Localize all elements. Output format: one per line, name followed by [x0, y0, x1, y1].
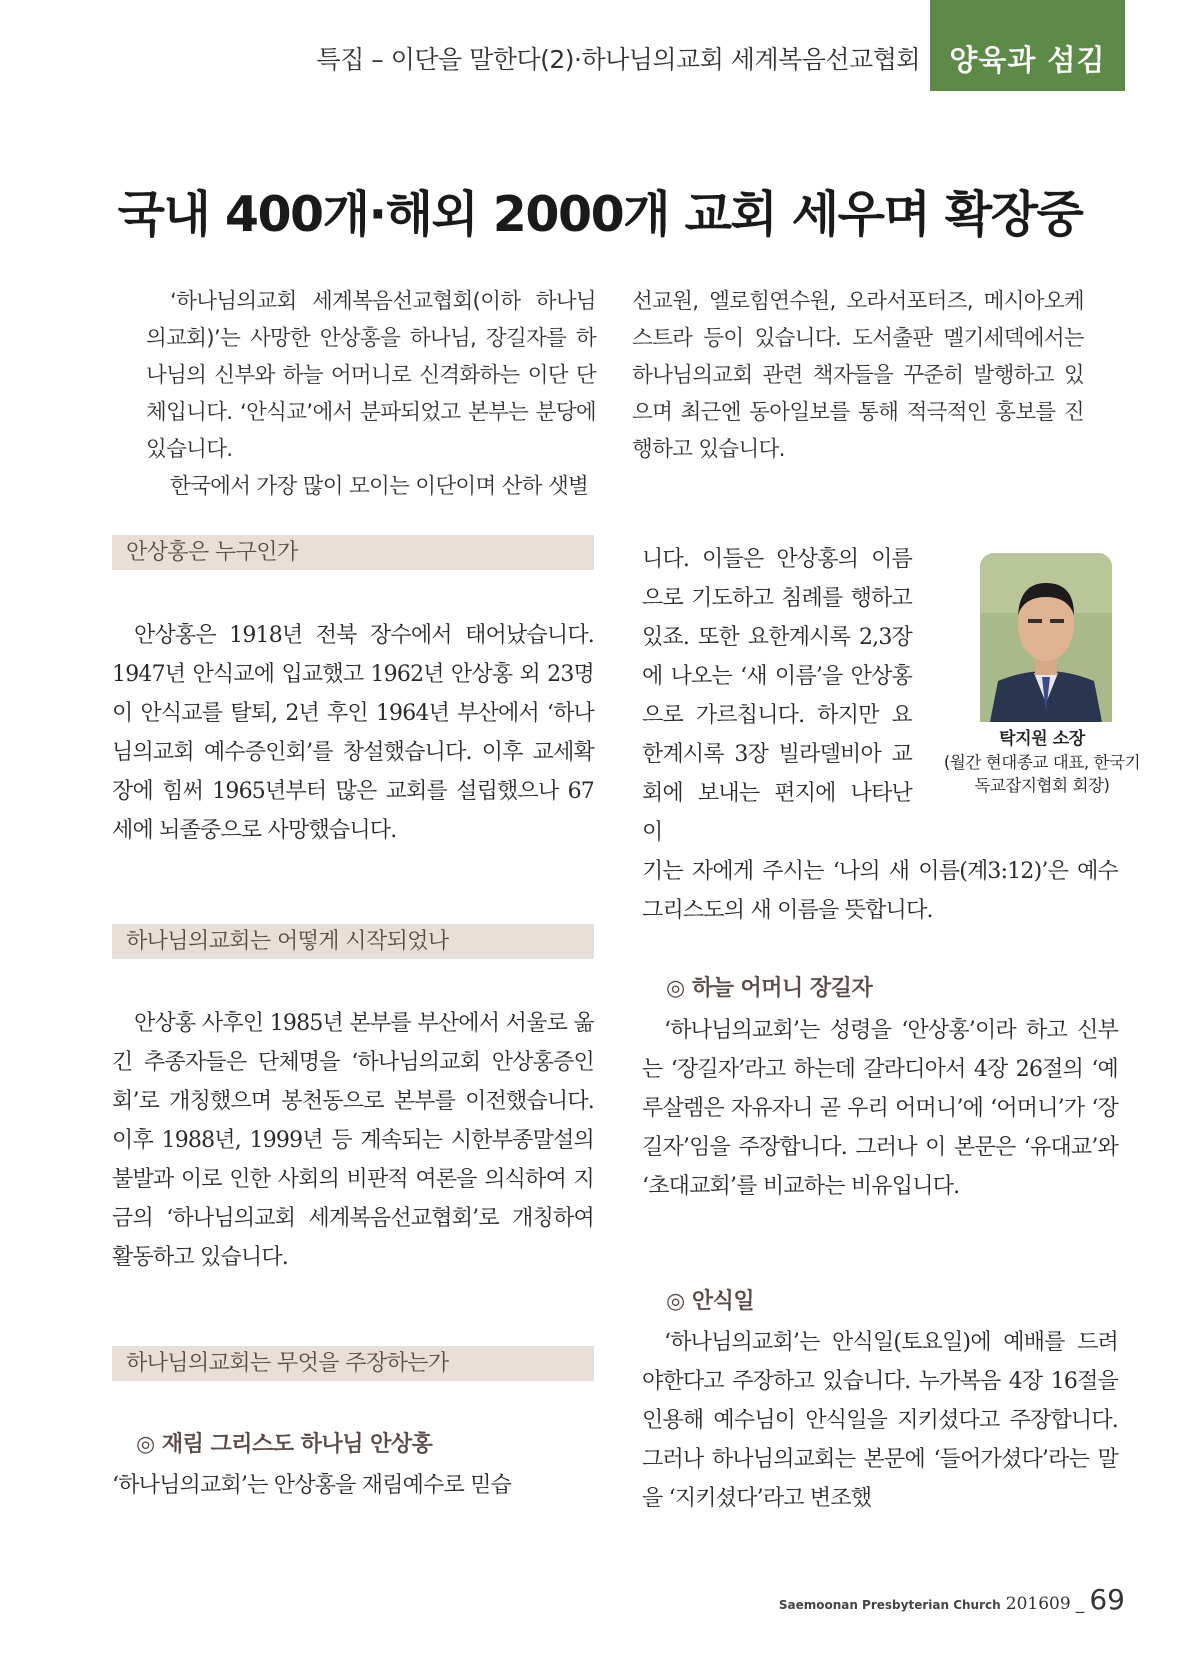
page-footer	[750, 1583, 1125, 1616]
body-paragraph: ‘하나님의교회’는 안상홍을 재림예수로 믿습	[112, 1473, 512, 1498]
section-2-body	[112, 1004, 594, 1277]
body-paragraph: 니다. 이들은 안상홍의 이름으로 기도하고 침례를 행하고 있죠. 또한 요한계시록 2,3장에 나오는 ‘새 이름’을 안상홍으로 가르칩니다. 하지만 요한계시록 3장 빌라델비아 교회에 보내는 편지에 나타난 이	[642, 547, 912, 845]
body-paragraph: 안상홍은 1918년 전북 장수에서 태어났습니다. 1947년 안식교에 입교했고 1962년 안상홍 외 23명이 안식교를 탈퇴, 2년 후인 1964년 부산에서 ‘하나님의교회 예수증인회’를 창설했습니다. 이후 교세확장에 힘써 1965년부터 많은 교회를 설립했으나 67세에 뇌졸중으로 사망했습니다.	[112, 623, 594, 843]
portrait-image	[980, 553, 1112, 722]
footer-separator: _	[1075, 1594, 1085, 1614]
page-number: 69	[1089, 1583, 1125, 1616]
subheading-heavenly-mother: ◎ 하늘 어머니 장길자	[666, 976, 873, 1001]
subheading-second-coming: ◎ 재림 그리스도 하나님 안상홍	[136, 1432, 433, 1457]
intro-paragraph: ‘하나님의교회 세계복음선교협회(이하 하나님의교회)’는 사망한 안상홍을 하나님, 장길자를 하나님의 신부와 하늘 어머니로 신격화하는 이단 단체입니다. ‘안식교’에서 분파되었고 본부는 분당에 있습니다.	[146, 289, 596, 462]
intro-right-column	[632, 283, 1084, 468]
section-3-body-start	[112, 1466, 594, 1505]
body-paragraph: 안상홍 사후인 1985년 본부를 부산에서 서울로 옮긴 추종자들은 단체명을 ‘하나님의교회 안상홍증인회’로 개칭했으며 봉천동으로 본부를 이전했습니다. 이후 1988년, 1999년 등 계속되는 시한부종말설의 불발과 이로 인한 사회의 비판적 여론을 의식하여 지금의 ‘하나님의교회 세계복음선교협회’로 개칭하여 활동하고 있습니다.	[112, 1011, 594, 1270]
caption-affiliation: (월간 현대종교 대표, 한국기독교잡지협회 회장)	[943, 753, 1141, 795]
section-heading-1: 안상홍은 누구인가	[112, 535, 594, 570]
footer-issue: 201609	[1005, 1594, 1071, 1614]
sub3-body	[642, 1323, 1118, 1518]
body-paragraph: ‘하나님의교회’는 안식일(토요일)에 예배를 드려야한다고 주장하고 있습니다. 누가복음 4장 16절을 인용해 예수님이 안식일을 지키셨다고 주장합니다. 그러나 하나님의교회는 본문에 ‘들어가셨다’라는 말을 ‘지키셨다’라고 변조했	[642, 1330, 1118, 1511]
article-title: 국내 400개·해외 2000개 교회 세우며 확장중	[117, 186, 1083, 243]
section-1-body	[112, 616, 594, 850]
body-paragraph: ‘하나님의교회’는 성령을 ‘안상홍’이라 하고 신부는 ‘장길자’라고 하는데 갈라디아서 4장 26절의 ‘예루살렘은 자유자니 곧 우리 어머니’에 ‘어머니’가 ‘장길자’임을 주장합니다. 그러나 이 본문은 ‘유대교’와 ‘초대교회’를 비교하는 비유입니다.	[642, 1018, 1118, 1199]
section-3-body-cont	[642, 852, 1118, 930]
section-heading-2: 하나님의교회는 어떻게 시작되었나	[112, 924, 594, 959]
section-3-body-wrap	[642, 540, 912, 852]
series-title: 특집 – 이단을 말한다(2)·하나님의교회 세계복음선교협회	[316, 45, 920, 74]
sub2-body	[642, 1011, 1118, 1206]
subheading-sabbath: ◎ 안식일	[666, 1289, 755, 1314]
intro-paragraph: 선교원, 엘로힘연수원, 오라서포터즈, 메시아오케스트라 등이 있습니다. 도서출판 멜기세덱에서는 하나님의교회 관련 책자들을 꾸준히 발행하고 있으며 최근엔 동아일보를 통해 적극적인 홍보를 진행하고 있습니다.	[632, 289, 1084, 462]
section-tab-label: 양육과 섬김	[949, 43, 1106, 77]
caption-name: 탁지원 소장	[999, 729, 1085, 749]
footer-church: Saemoonan Presbyterian Church	[778, 1598, 1001, 1612]
section-tab	[930, 0, 1125, 91]
intro-paragraph: 한국에서 가장 많이 모이는 이단이며 산하 샛별	[170, 474, 589, 499]
author-photo	[980, 553, 1112, 722]
intro-left-column	[146, 283, 596, 505]
body-paragraph: 기는 자에게 주시는 ‘나의 새 이름(계3:12)’은 예수 그리스도의 새 이름을 뜻합니다.	[642, 859, 1118, 923]
section-heading-3: 하나님의교회는 무엇을 주장하는가	[112, 1346, 594, 1381]
photo-caption	[942, 728, 1142, 797]
